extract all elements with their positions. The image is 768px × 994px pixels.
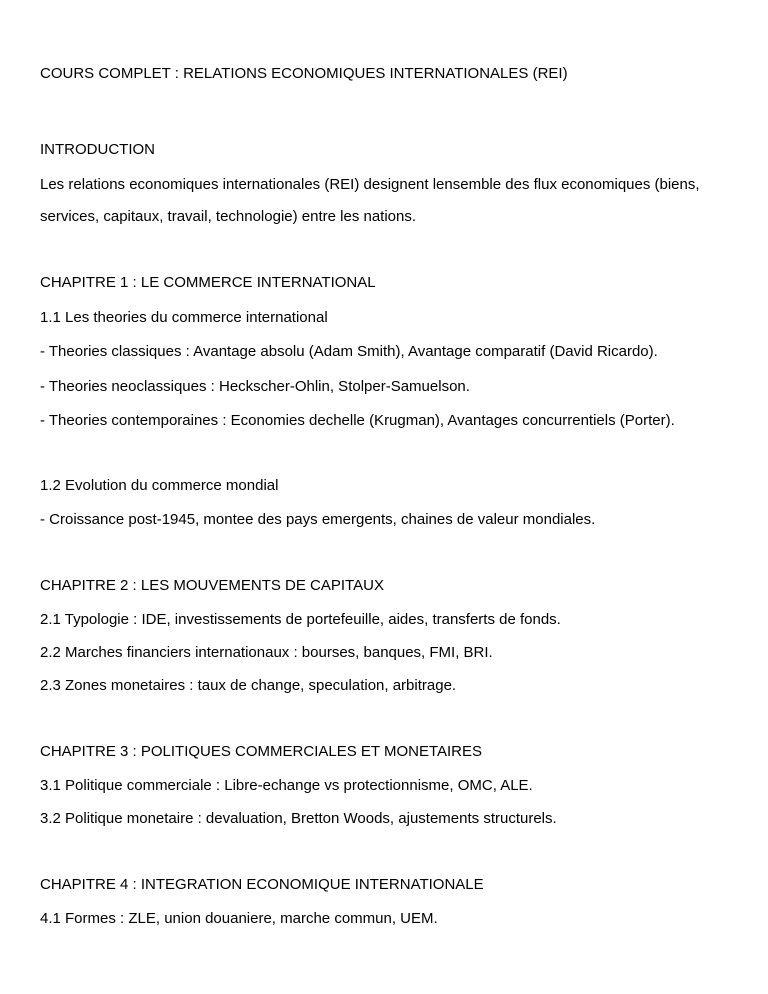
list-item: 2.3 Zones monetaires : taux de change, speculation, arbitrage. bbox=[40, 677, 457, 694]
list-item: 4.1 Formes : ZLE, union douaniere, marche commun, UEM. bbox=[40, 910, 438, 927]
list-item: - Theories neoclassiques : Heckscher-Ohlin, Stolper-Samuelson. bbox=[40, 378, 470, 395]
section-1-1-heading: 1.1 Les theories du commerce international bbox=[40, 309, 328, 326]
intro-line: services, capitaux, travail, technologie) entre les nations. bbox=[40, 208, 417, 225]
list-item: 2.2 Marches financiers internationaux : bourses, banques, FMI, BRI. bbox=[40, 644, 493, 661]
chapter-3-heading: CHAPITRE 3 : POLITIQUES COMMERCIALES ET MONETAIRES bbox=[40, 743, 483, 760]
intro-line: Les relations economiques internationales (REI) designent lensemble des flux economiques (biens, bbox=[40, 176, 700, 193]
list-item: - Theories contemporaines : Economies dechelle (Krugman), Avantages concurrentiels (Porter). bbox=[40, 412, 675, 429]
list-item: - Theories classiques : Avantage absolu (Adam Smith), Avantage comparatif (David Ricardo). bbox=[40, 343, 658, 360]
list-item: 2.1 Typologie : IDE, investissements de portefeuille, aides, transferts de fonds. bbox=[40, 611, 561, 628]
chapter-2-heading: CHAPITRE 2 : LES MOUVEMENTS DE CAPITAUX bbox=[40, 577, 384, 594]
section-1-2-heading: 1.2 Evolution du commerce mondial bbox=[40, 477, 279, 494]
list-item: 3.1 Politique commerciale : Libre-echange vs protectionnisme, OMC, ALE. bbox=[40, 777, 533, 794]
chapter-1-heading: CHAPITRE 1 : LE COMMERCE INTERNATIONAL bbox=[40, 274, 376, 291]
list-item: - Croissance post-1945, montee des pays emergents, chaines de valeur mondiales. bbox=[40, 511, 596, 528]
chapter-4-heading: CHAPITRE 4 : INTEGRATION ECONOMIQUE INTERNATIONALE bbox=[40, 876, 484, 893]
list-item: 3.2 Politique monetaire : devaluation, Bretton Woods, ajustements structurels. bbox=[40, 810, 557, 827]
document-title: COURS COMPLET : RELATIONS ECONOMIQUES INTERNATIONALES (REI) bbox=[40, 65, 568, 82]
intro-heading: INTRODUCTION bbox=[40, 141, 155, 158]
